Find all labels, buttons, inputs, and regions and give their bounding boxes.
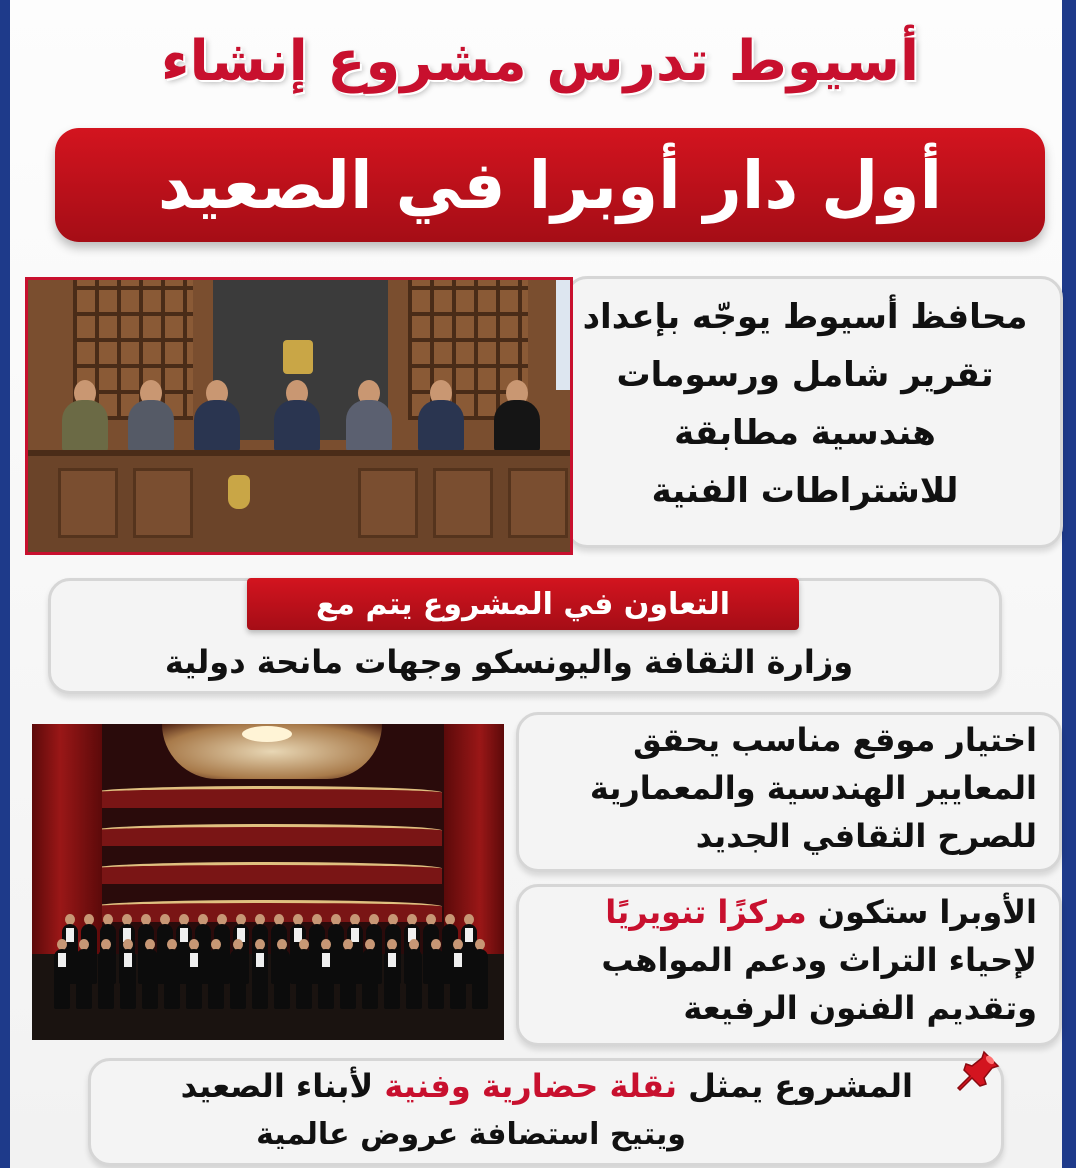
card-center-line-1-highlight: مركزًا تنويريًا	[605, 893, 807, 931]
card-center-line-2: لإحياء التراث ودعم المواهب	[601, 941, 1037, 979]
headline-banner	[55, 128, 1045, 242]
headline-line-1: أسيوط تدرس مشروع إنشاء	[160, 29, 920, 94]
card-governor-line-3: هندسية مطابقة	[674, 413, 936, 453]
right-frame-border	[1062, 0, 1076, 1168]
card-project-line-1	[113, 1067, 913, 1105]
card-site-line-2: المعايير الهندسية والمعمارية	[589, 769, 1037, 807]
card-project-line-1-highlight: نقلة حضارية وفنية	[384, 1067, 677, 1105]
card-center-line-1-prefix: الأوبرا ستكون	[817, 893, 1037, 931]
meeting-photo	[25, 277, 573, 555]
card-site-line-1: اختيار موقع مناسب يحقق	[633, 721, 1037, 759]
left-frame-border	[0, 0, 10, 1168]
cooperation-badge-text: التعاون في المشروع يتم مع	[315, 586, 731, 622]
opera-orchestra-photo	[32, 724, 504, 1040]
headline-line-2: أول دار أوبرا في الصعيد	[157, 146, 943, 224]
card-governor	[565, 276, 1063, 548]
card-site	[516, 712, 1062, 872]
card-cooperation	[48, 578, 1002, 694]
card-governor-line-4: للاشتراطات الفنية	[651, 471, 959, 511]
card-project-line-1-suffix: لأبناء الصعيد	[180, 1067, 374, 1105]
card-project-line-1-prefix: المشروع يمثل	[688, 1067, 913, 1105]
card-enlightenment-center	[516, 884, 1062, 1046]
card-project-line-2: ويتيح استضافة عروض عالمية	[256, 1117, 686, 1152]
egypt-emblem-icon	[228, 475, 250, 509]
cooperation-badge	[247, 578, 799, 630]
card-governor-line-2: تقرير شامل ورسومات	[616, 355, 994, 395]
pushpin-icon	[954, 1048, 1002, 1096]
card-center-line-1	[527, 893, 1037, 931]
card-site-line-3: للصرح الثقافي الجديد	[695, 817, 1037, 855]
cooperation-text: وزارة الثقافة واليونسكو وجهات مانحة دولية	[164, 643, 854, 681]
card-project	[88, 1058, 1004, 1166]
card-center-line-3: وتقديم الفنون الرفيعة	[683, 989, 1037, 1027]
card-governor-line-1: محافظ أسيوط يوجّه بإعداد	[582, 297, 1028, 337]
infographic-page	[10, 0, 1062, 1168]
